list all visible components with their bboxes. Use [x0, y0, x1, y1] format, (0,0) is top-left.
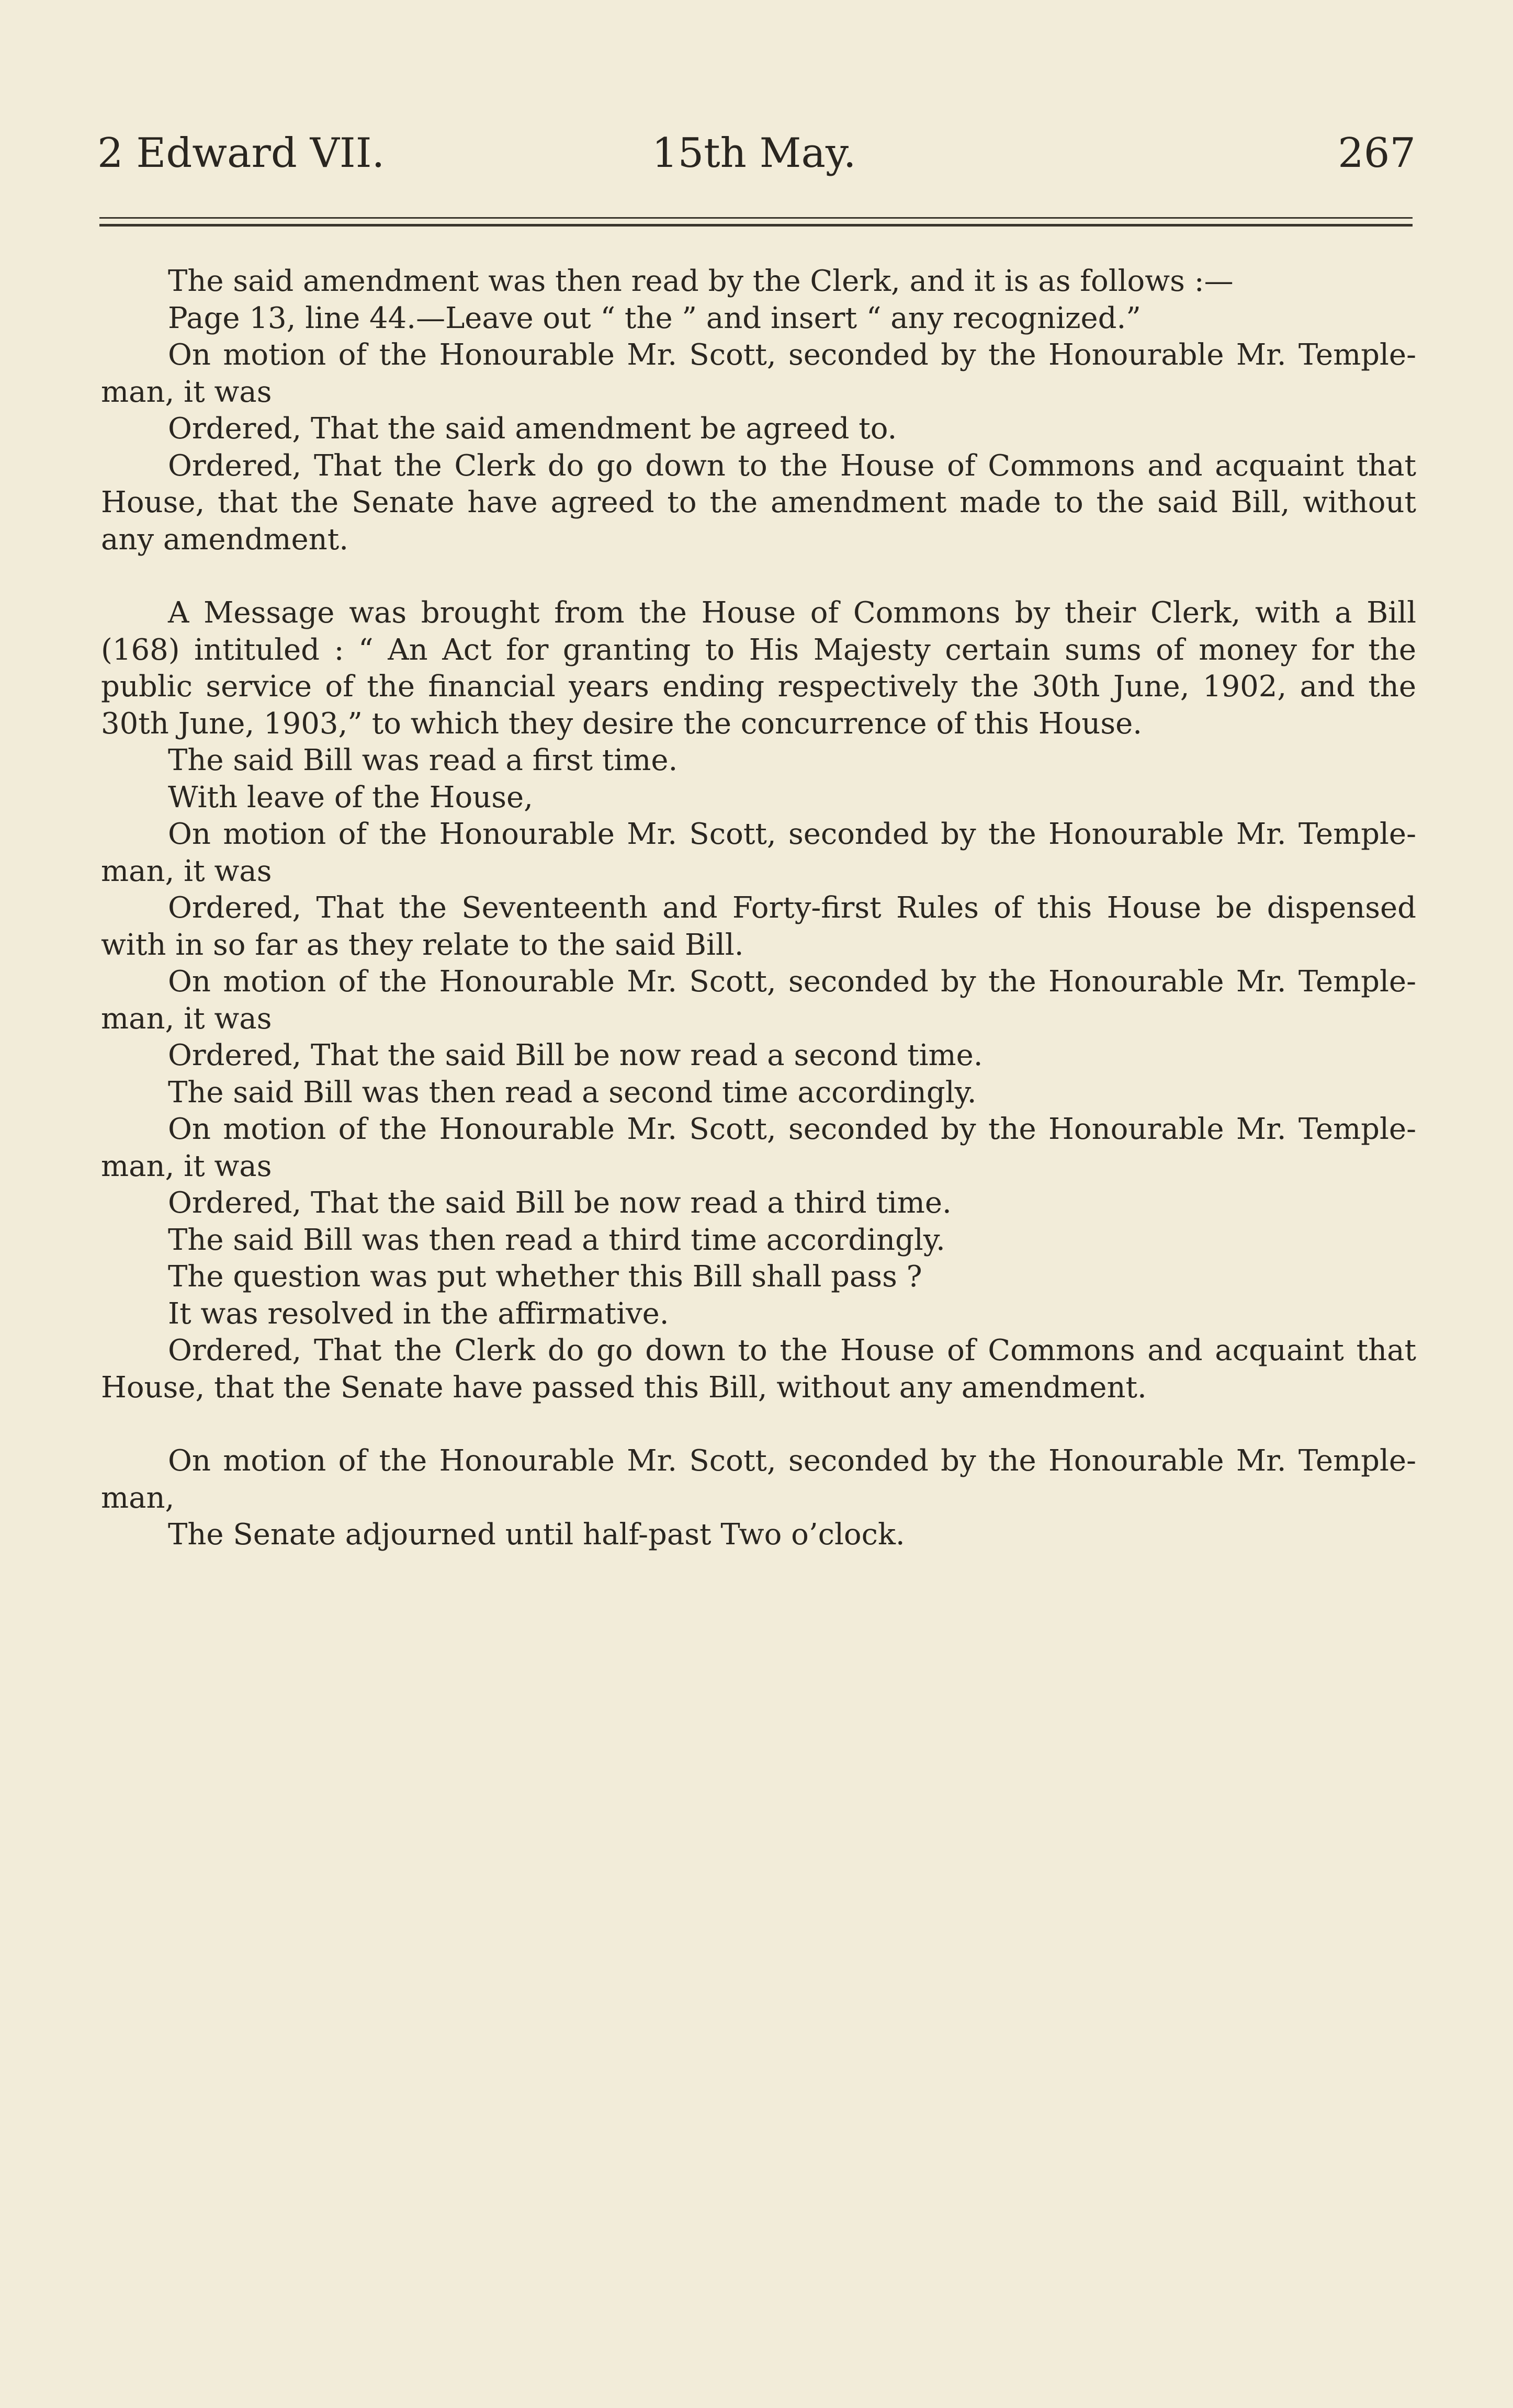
page-date: 15th May.: [652, 130, 856, 177]
running-head: [97, 125, 1416, 182]
paragraph: The said Bill was read a first time.: [168, 743, 678, 777]
paragraph: Ordered, That the Seventeenth and Forty-first Rules of this House be dispensed with in so far as they relate to the said Bill.: [101, 891, 1416, 962]
journal-body: [101, 263, 1416, 1554]
paragraph: Ordered, That the said Bill be now read a third time.: [168, 1186, 952, 1220]
paragraph: The question was put whether this Bill shall pass ?: [168, 1260, 922, 1294]
paragraph: Page 13, line 44.—Leave out “ the ” and insert “ any recognized.”: [168, 301, 1141, 335]
paragraph: Ordered, That the Clerk do go down to the House of Commons and acquaint that House, that the Senate have agreed to the amendment made to the said Bill, without any amendment.: [101, 448, 1416, 557]
paragraph: The said Bill was then read a second time accordingly.: [168, 1075, 977, 1110]
paragraph: The said amendment was then read by the Clerk, and it is as follows :—: [168, 264, 1234, 298]
page-number: 267: [1338, 130, 1416, 177]
paragraph: With leave of the House,: [168, 780, 533, 815]
paragraph: The said Bill was then read a third time accordingly.: [168, 1223, 945, 1257]
paragraph: Ordered, That the said Bill be now read a second time.: [168, 1038, 983, 1072]
paragraph: On motion of the Honourable Mr. Scott, seconded by the Honourable Mr. Temple-man, it was: [101, 1112, 1416, 1183]
paragraph: A Message was brought from the House of Commons by their Clerk, with a Bill (168) intituled : “ An Act for granting to His Majesty certain sums of money for the public service of the financial years ending respectively the 30th June, 1902, and the 30th June, 1903,” to which they desire the concurrence of this House.: [101, 596, 1416, 741]
paragraph: On motion of the Honourable Mr. Scott, seconded by the Honourable Mr. Temple-man,: [101, 1444, 1416, 1515]
paragraph: The Senate adjourned until half-past Two o’clock.: [168, 1518, 905, 1552]
regnal-year: 2 Edward VII.: [97, 130, 385, 177]
paragraph: Ordered, That the Clerk do go down to the House of Commons and acquaint that House, that the Senate have passed this Bill, without any amendment.: [101, 1333, 1416, 1405]
paragraph: Ordered, That the said amendment be agreed to.: [168, 412, 897, 446]
paragraph: On motion of the Honourable Mr. Scott, seconded by the Honourable Mr. Temple-man, it was: [101, 965, 1416, 1036]
paragraph: On motion of the Honourable Mr. Scott, seconded by the Honourable Mr. Temple-man, it was: [101, 338, 1416, 409]
header-rule-bottom: [99, 224, 1413, 227]
paragraph: On motion of the Honourable Mr. Scott, seconded by the Honourable Mr. Temple-man, it was: [101, 817, 1416, 888]
header-double-rule: [99, 217, 1413, 232]
header-rule-top: [99, 217, 1413, 219]
paragraph: It was resolved in the affirmative.: [168, 1296, 669, 1331]
